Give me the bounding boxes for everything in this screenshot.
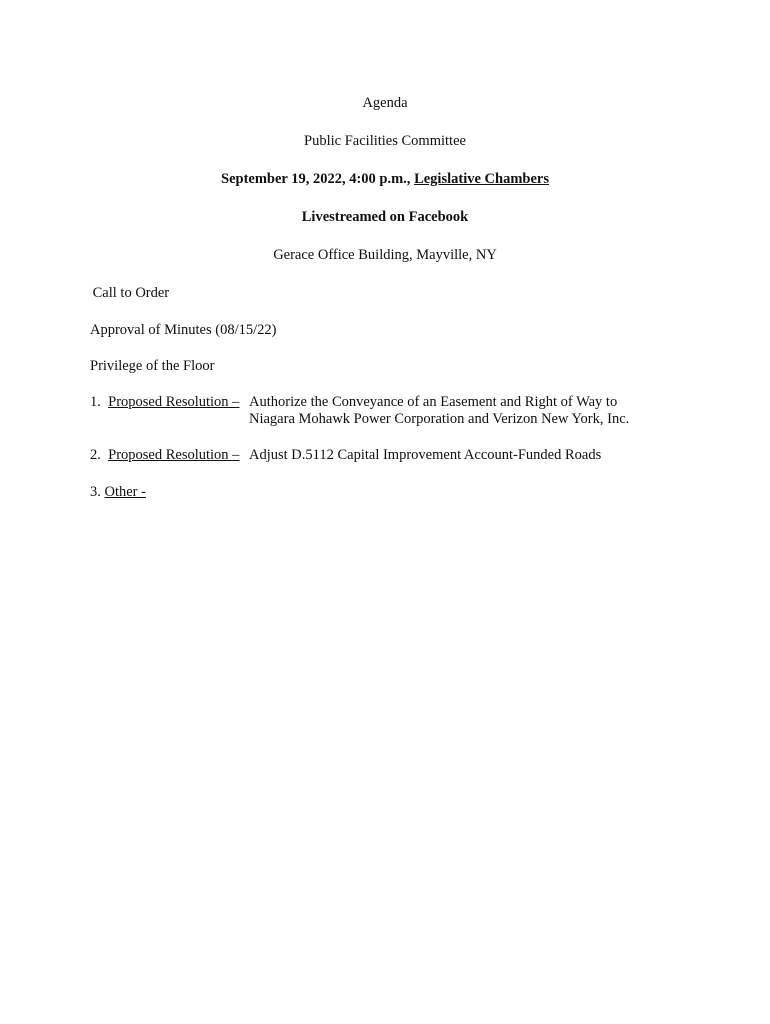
livestream-note: Livestreamed on Facebook [301, 209, 469, 225]
agenda-item-2 [90, 446, 239, 464]
agenda-item-3 [90, 483, 146, 501]
meeting-location: Legislative Chambers [414, 171, 549, 187]
item-number: 3. [90, 484, 101, 500]
agenda-item-1 [90, 393, 239, 411]
item-number: 1. [90, 394, 101, 410]
approval-of-minutes: Approval of Minutes (08/15/22) [90, 322, 277, 338]
item-number: 2. [90, 447, 101, 463]
meeting-date-time: September 19, 2022, 4:00 p.m., [221, 171, 411, 187]
item-label: Proposed Resolution – [108, 394, 240, 410]
building-address: Gerace Office Building, Mayville, NY [273, 247, 497, 263]
item-1-text-line2: Niagara Mohawk Power Corporation and Verizon New York, Inc. [249, 411, 630, 427]
item-label: Other - [104, 484, 146, 500]
privilege-of-floor: Privilege of the Floor [90, 358, 215, 374]
agenda-title: Agenda [362, 95, 408, 111]
meeting-date-location [0, 170, 770, 188]
call-to-order: Call to Order [89, 285, 170, 301]
committee-name: Public Facilities Committee [304, 133, 466, 149]
item-label: Proposed Resolution – [108, 447, 240, 463]
item-1-text-line1: Authorize the Conveyance of an Easement and Right of Way to [249, 394, 618, 410]
item-2-text-line1: Adjust D.5112 Capital Improvement Account-Funded Roads [249, 447, 602, 463]
